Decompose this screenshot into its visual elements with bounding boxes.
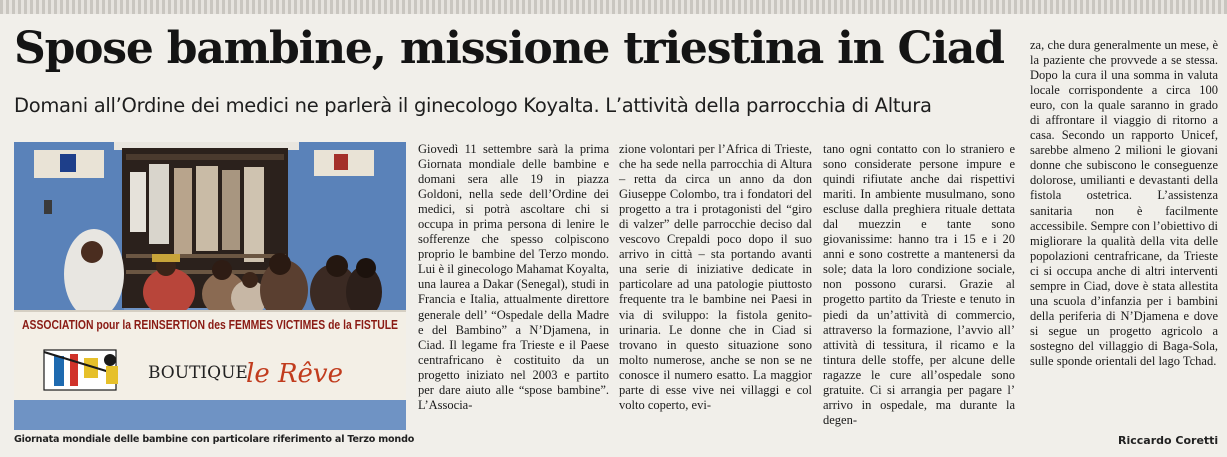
photo-caption: Giornata mondiale delle bambine con particolare riferimento al Terzo mondo (14, 434, 415, 445)
banner-line-1: ASSOCIATION pour la REINSERTION des FEMMES VICTIMES de la FISTULE (22, 318, 398, 332)
banner-boutique: BOUTIQUE (148, 363, 248, 383)
article-column-4 (1030, 38, 1218, 369)
article-column-2 (619, 142, 812, 413)
article-column-3 (823, 142, 1015, 428)
column-4-text: za, che dura generalmente un mese, è la paziente che provvede a se stessa. Dopo la cura il una somma in valuta locale corrispondente a circa 100 euro, con la quale saranno in grado di affrontare il viaggio di ritorno a casa. Secondo un rapporto Unicef, sarebbe almeno 2 milioni le giovani donne che subiscono le conseguenze dolorose, umilianti e devastanti della fistola ostetrica. L’assistenza sanitaria non è facilmente accessibile. Sempre con l’obiettivo di migliorare la qualità della vita delle popolazioni centrafricane, da Trieste ci si occupa anche di altri interventi sempre in Ciad, dove è stata allestita una scuola d’infanzia per i bambini della periferia di N’Djamena e dove si segue un progetto agricolo a sostegno del villaggio di Baga-Sola, sulle sponde orientali del lago Tchad. (1030, 38, 1218, 368)
column-2-text: zione volontari per l’Africa di Trieste, che ha sede nella parrocchia di Altura – retta da circa un anno da don Giuseppe Colombo, tra i fondatori del progetto a tra i protagonisti del “giro di valzer” delle parrocchie deciso dal vescovo Crepaldi poco dopo il suo arrivo in città – sta portando avanti una serie di iniziative dedicate in particolare ad una patologie piuttosto frequente tra le bambine nei Paesi in via di sviluppo: la fistola genito-urinaria. Le donne che in Ciad si trovano in questo situazione sono molto numerose, anche se non se ne conosce il numero esatto. La maggior parte di esse vive nei villaggi e col volto coperto, evi- (619, 142, 812, 412)
column-3-text: tano ogni contatto con lo straniero e sono considerate persone impure e quindi rifiutate anche dai rispettivi mariti. In ambiente musulmano, sono escluse dalla preghiera rituale dettata dal muezzin e tante sono giovanissime: hanno tra i 15 e i 20 anni e sono costrette a mantenersi da sole; data la loro condizione sociale, non possono curarsi. Grazie al progetto partito da Trieste e tenuto in piedi da un’attività di commercio, attraverso la formazione, l’avvio all’ attività di tessitura, il ricamo e la tintura delle stoffe, per alcune delle ragazze le cure all’ospedale sono gratuite. Ci si arrangia per pagare l’ arrivo in ospedale, ma durante la degen- (823, 142, 1015, 427)
headline: Spose bambine, missione triestina in Ciad (14, 23, 1004, 74)
banner-le-reve: le Rêve (246, 359, 344, 389)
article-photo (14, 142, 406, 430)
page-header-strip (0, 0, 1227, 14)
subheadline: Domani all’Ordine dei medici ne parlerà il ginecologo Koyalta. L’attività della parrocchia di Altura (14, 94, 932, 117)
byline: Riccardo Coretti (1118, 434, 1219, 447)
column-1-text: Giovedì 11 settembre sarà la prima Giornata mondiale delle bambine e domani sera alle 19 in piazza Goldoni, nella sede dell’Ordine dei medici, si potrà ascoltare chi si occupa in prima persona di lenire le sofferenze che spesso colpiscono proprio le bambine del Terzo mondo. Lui è il ginecologo Mahamat Koyalta, una laurea a Dakar (Senegal), studi in Francia e Italia, attualmente direttore generale dell’ “Ospedale della Madre e del Bambino” a N’Djamena, in Ciad. Il legame fra Trieste e il Paese centrafricano è costituito da un progetto iniziato nel 2003 e partito per dare aiuto alle “spose bambine”. L’Associa- (418, 142, 609, 412)
article-column-1 (418, 142, 609, 413)
